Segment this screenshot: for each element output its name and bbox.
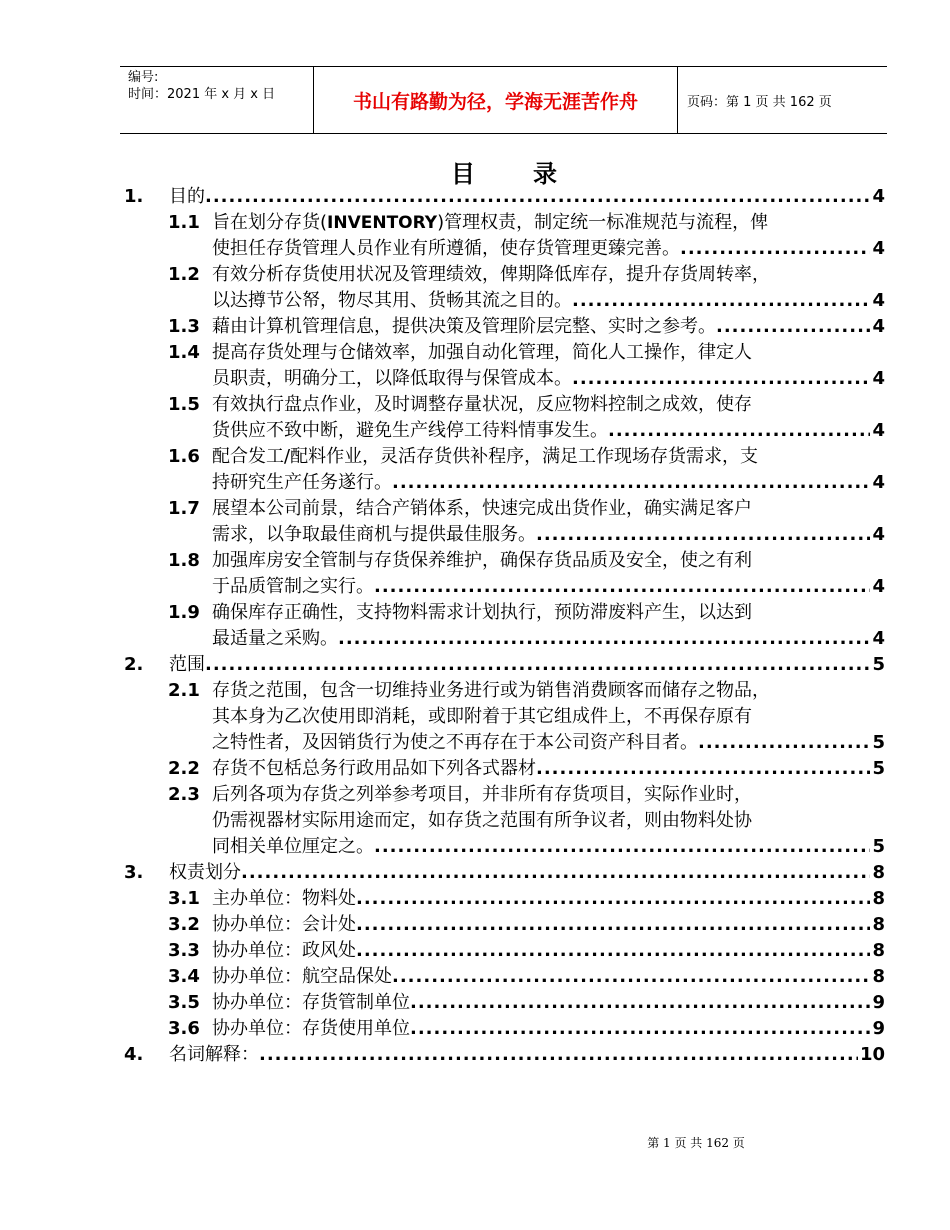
toc-entry-text: 协办单位：存货使用单位 xyxy=(212,1018,410,1039)
toc-entry-page: 8 xyxy=(872,888,885,909)
toc-entry[interactable] xyxy=(0,600,950,652)
toc-entry-page: 4 xyxy=(872,576,885,597)
dot-leader xyxy=(410,990,870,1016)
dot-leader xyxy=(572,366,870,392)
dot-leader xyxy=(716,314,870,340)
toc-entry-number: 1. xyxy=(124,186,144,207)
toc-entry-number: 1.4 xyxy=(168,342,200,363)
motto: 书山有路勤为径，学海无涯苦作舟 xyxy=(352,90,638,113)
toc-entry-text-line: 旨在划分存货(INVENTORY)管理权责，制定统一标准规范与流程，俾 xyxy=(212,212,769,233)
toc-entry-page: 4 xyxy=(872,628,885,649)
toc-entry-text-line: 加强库房安全管制与存货保养维护，确保存货品质及安全，使之有利 xyxy=(212,550,752,571)
toc-entry[interactable] xyxy=(0,860,950,886)
dot-leader xyxy=(392,964,870,990)
toc-entry-number: 1.6 xyxy=(168,446,200,467)
toc-entry-text: 以达撙节公帑，物尽其用、货畅其流之目的。 xyxy=(212,290,572,311)
toc-entry-text: 权责划分 xyxy=(169,862,241,883)
title-char-2: 录 xyxy=(533,159,559,188)
toc-entry[interactable] xyxy=(0,210,950,262)
toc-entry-page: 9 xyxy=(872,992,885,1013)
toc-entry-text-line: 后列各项为存货之列举参考项目，并非所有存货项目，实际作业时， xyxy=(212,784,752,805)
toc-entry-text-line: 其本身为乙次使用即消耗，或即附着于其它组成件上，不再保存原有 xyxy=(212,706,752,727)
toc-entry-text: 货供应不致中断，避免生产线停工待料情事发生。 xyxy=(212,420,608,441)
toc-entry-page: 8 xyxy=(872,940,885,961)
dot-leader xyxy=(205,652,870,678)
toc-entry-page: 4 xyxy=(872,472,885,493)
toc-entry[interactable] xyxy=(0,938,950,964)
toc-entry-number: 4. xyxy=(124,1044,144,1065)
toc-entry-text: 目的 xyxy=(169,186,205,207)
toc-entry-text: 藉由计算机管理信息，提供决策及管理阶层完整、实时之参考。 xyxy=(212,316,716,337)
dot-leader xyxy=(241,860,870,886)
dot-leader xyxy=(338,626,870,652)
toc-entry-number: 3.4 xyxy=(168,966,200,987)
toc-entry[interactable] xyxy=(0,964,950,990)
toc-entry-text: 协办单位：存货管制单位 xyxy=(212,992,410,1013)
toc-entry-page: 9 xyxy=(872,1018,885,1039)
toc-entry-number: 2.1 xyxy=(168,680,200,701)
toc-entry-number: 2.3 xyxy=(168,784,200,805)
toc-entry-text: 同相关单位厘定之。 xyxy=(212,836,374,857)
toc-entry[interactable] xyxy=(0,548,950,600)
toc-entry-page: 8 xyxy=(872,966,885,987)
toc-entry-number: 1.8 xyxy=(168,550,200,571)
toc-entry-page: 10 xyxy=(859,1044,885,1065)
header-page-info: 页码：第 1 页 共 162 页 xyxy=(687,94,832,110)
header-meta xyxy=(120,67,314,133)
time-label: 时间：2021 年 x 月 x 日 xyxy=(128,87,276,102)
toc-entry[interactable] xyxy=(0,262,950,314)
dot-leader xyxy=(374,574,870,600)
toc-entry-text: 最适量之采购。 xyxy=(212,628,338,649)
toc-entry-text-line: 有效执行盘点作业，及时调整存量状况，反应物料控制之成效，使存 xyxy=(212,394,752,415)
toc-entry-text: 协办单位：会计处 xyxy=(212,914,356,935)
toc-entry-text: 名词解释： xyxy=(169,1044,259,1065)
toc-entry-page: 4 xyxy=(872,238,885,259)
toc-entry-text: 持研究生产任务遂行。 xyxy=(212,472,392,493)
toc-entry[interactable] xyxy=(0,912,950,938)
toc-entry-page: 4 xyxy=(872,290,885,311)
toc-entry-number: 3.6 xyxy=(168,1018,200,1039)
toc-entry-number: 3.1 xyxy=(168,888,200,909)
toc-entry-number: 1.1 xyxy=(168,212,200,233)
toc-entry[interactable] xyxy=(0,756,950,782)
toc-entry[interactable] xyxy=(0,392,950,444)
toc-entry-text: 之特性者，及因销货行为使之不再存在于本公司资产科目者。 xyxy=(212,732,698,753)
toc-entry-text: 使担任存货管理人员作业有所遵循，使存货管理更臻完善。 xyxy=(212,238,680,259)
toc-entry-text: 协办单位：政风处 xyxy=(212,940,356,961)
dot-leader xyxy=(410,1016,870,1042)
toc-entry-text: 员职责，明确分工，以降低取得与保管成本。 xyxy=(212,368,572,389)
toc-entry-text: 主办单位：物料处 xyxy=(212,888,356,909)
toc-entry-page: 8 xyxy=(872,914,885,935)
toc-entry-page: 8 xyxy=(872,862,885,883)
table-of-contents xyxy=(0,184,950,1068)
dot-leader xyxy=(608,418,870,444)
toc-entry[interactable] xyxy=(0,184,950,210)
toc-entry-number: 1.5 xyxy=(168,394,200,415)
toc-entry-page: 5 xyxy=(872,758,885,779)
toc-entry-number: 3.3 xyxy=(168,940,200,961)
toc-entry-text-line: 展望本公司前景，结合产销体系，快速完成出货作业，确实满足客户 xyxy=(212,498,752,519)
toc-entry[interactable] xyxy=(0,782,950,860)
toc-entry-text: 范围 xyxy=(169,654,205,675)
page-footer: 第 1 页 共 162 页 xyxy=(647,1136,745,1150)
toc-entry-page: 4 xyxy=(872,368,885,389)
header-motto-cell xyxy=(314,67,678,133)
toc-entry[interactable] xyxy=(0,496,950,548)
toc-entry-page: 4 xyxy=(872,524,885,545)
dot-leader xyxy=(205,184,870,210)
toc-entry[interactable] xyxy=(0,1016,950,1042)
dot-leader xyxy=(392,470,870,496)
toc-entry-number: 1.3 xyxy=(168,316,200,337)
toc-entry-text-line: 配合发工/配料作业，灵活存货供补程序，满足工作现场存货需求，支 xyxy=(212,446,759,467)
toc-entry[interactable] xyxy=(0,886,950,912)
toc-entry-number: 3.2 xyxy=(168,914,200,935)
document-header xyxy=(120,66,887,134)
toc-entry[interactable] xyxy=(0,678,950,756)
dot-leader xyxy=(536,756,870,782)
toc-entry-text-line: 提高存货处理与仓储效率，加强自动化管理，简化人工操作，律定人 xyxy=(212,342,752,363)
toc-entry[interactable] xyxy=(0,444,950,496)
toc-entry-number: 2.2 xyxy=(168,758,200,779)
toc-entry[interactable] xyxy=(0,340,950,392)
toc-entry-page: 5 xyxy=(872,836,885,857)
toc-entry-text: 于品质管制之实行。 xyxy=(212,576,374,597)
toc-entry-number: 2. xyxy=(124,654,144,675)
toc-entry-page: 4 xyxy=(872,316,885,337)
toc-entry[interactable] xyxy=(0,314,950,340)
toc-entry-text: 需求，以争取最佳商机与提供最佳服务。 xyxy=(212,524,536,545)
toc-entry-number: 3. xyxy=(124,862,144,883)
toc-entry[interactable] xyxy=(0,1042,950,1068)
toc-entry-page: 5 xyxy=(872,732,885,753)
dot-leader xyxy=(259,1042,858,1068)
toc-entry[interactable] xyxy=(0,990,950,1016)
dot-leader xyxy=(536,522,870,548)
dot-leader xyxy=(356,912,870,938)
toc-entry-page: 4 xyxy=(872,186,885,207)
toc-entry-number: 1.9 xyxy=(168,602,200,623)
toc-entry-text-line: 仍需视器材实际用途而定，如存货之范围有所争议者，则由物料处协 xyxy=(212,810,752,831)
toc-entry-text: 协办单位：航空品保处 xyxy=(212,966,392,987)
toc-entry-page: 4 xyxy=(872,420,885,441)
toc-entry-number: 1.2 xyxy=(168,264,200,285)
dot-leader xyxy=(374,834,870,860)
number-label: 编号: xyxy=(128,70,159,85)
toc-entry-number: 3.5 xyxy=(168,992,200,1013)
dot-leader xyxy=(680,236,870,262)
dot-leader xyxy=(356,938,870,964)
toc-entry-text: 存货不包栝总务行政用品如下列各式器材 xyxy=(212,758,536,779)
toc-entry[interactable] xyxy=(0,652,950,678)
dot-leader xyxy=(572,288,870,314)
title-char-1: 目 xyxy=(451,159,477,188)
dot-leader xyxy=(698,730,870,756)
toc-entry-text-line: 存货之范围，包含一切维持业务进行或为销售消费顾客而储存之物品， xyxy=(212,680,770,701)
toc-entry-text-line: 有效分析存货使用状况及管理绩效，俾期降低库存，提升存货周转率， xyxy=(212,264,770,285)
toc-entry-text-line: 确保库存正确性，支持物料需求计划执行，预防滞废料产生，以达到 xyxy=(212,602,752,623)
dot-leader xyxy=(356,886,870,912)
toc-entry-number: 1.7 xyxy=(168,498,200,519)
toc-entry-page: 5 xyxy=(872,654,885,675)
